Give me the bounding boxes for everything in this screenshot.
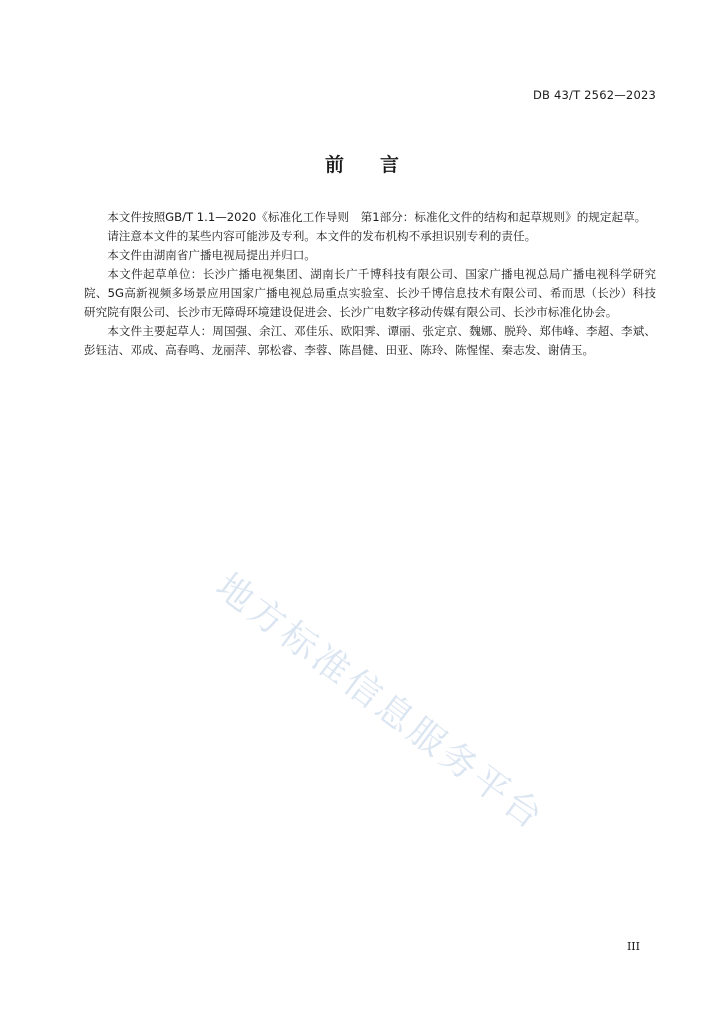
paragraph-drafting-units: 本文件起草单位：长沙广播电视集团、湖南长广千博科技有限公司、国家广播电视总局广播电视科学研究院、5G高新视频多场景应用国家广播电视总局重点实验室、长沙千博信息技术有限公司、希而思（长沙）科技研究院有限公司、长沙市无障碍环境建设促进会、长沙广电数字移动传媒有限公司、长沙市标准化协会。 bbox=[84, 267, 656, 319]
watermark: 地方标准信息服务平台 bbox=[208, 565, 553, 840]
paragraph-drafting-rules: 本文件按照GB/T 1.1—2020《标准化工作导则 第1部分：标准化文件的结构和起草规则》的规定起草。 bbox=[107, 210, 647, 224]
body-text bbox=[84, 208, 656, 360]
paragraph-proposer: 本文件由湖南省广播电视局提出并归口。 bbox=[107, 248, 316, 262]
paragraph-drafters: 本文件主要起草人：周国强、余江、邓佳乐、欧阳霁、谭丽、张定京、魏娜、脱羚、郑伟峰、李超、李斌、彭钰洁、邓成、高春鸣、龙丽萍、郭松睿、李蓉、陈昌健、田亚、陈玲、陈惺惺、秦志发、谢倩玉。 bbox=[84, 324, 656, 357]
page-number: III bbox=[626, 940, 640, 953]
paragraph-patent-notice: 请注意本文件的某些内容可能涉及专利。本文件的发布机构不承担识别专利的责任。 bbox=[107, 229, 537, 243]
document-code: DB 43/T 2562—2023 bbox=[532, 88, 656, 102]
page-title: 前言 bbox=[324, 154, 435, 176]
